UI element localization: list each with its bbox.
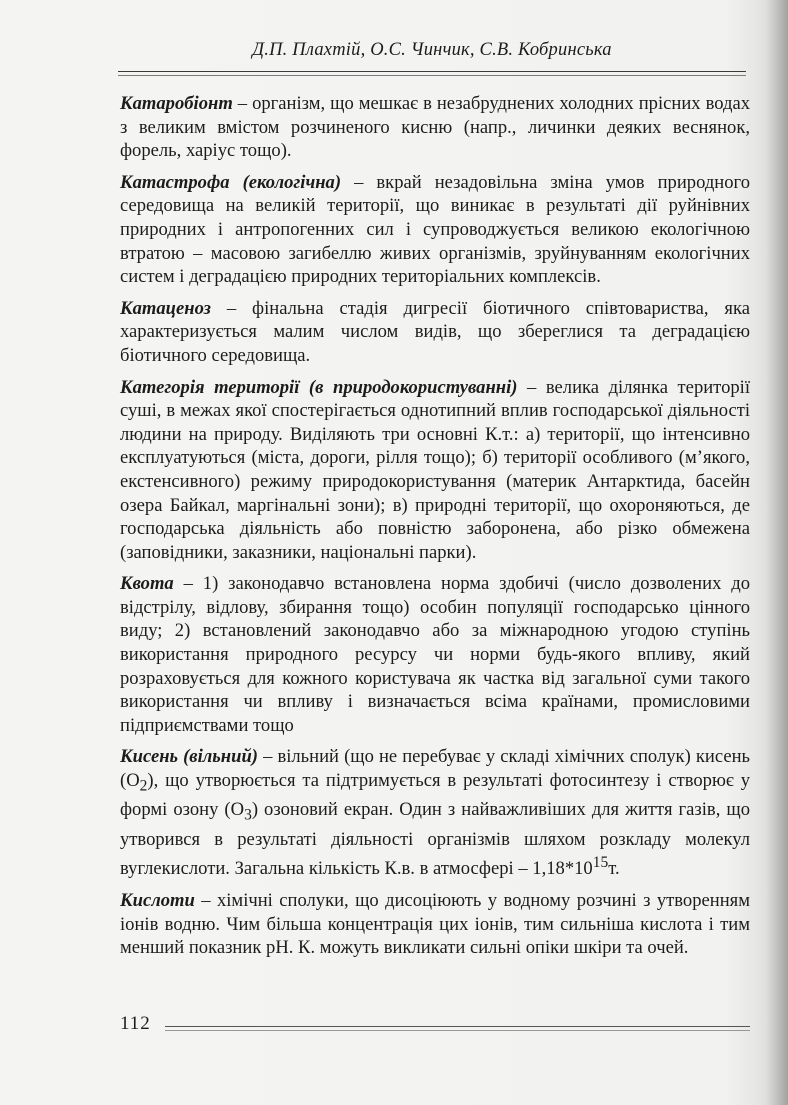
header-rule-thin — [118, 75, 746, 76]
term: Кислоти — [120, 890, 195, 912]
term: Катаробіонт — [120, 93, 233, 114]
entry-katastrofa — [120, 171, 750, 289]
glossary-content — [120, 92, 750, 968]
definition: – велика ділянка території суші, в межах якої спостерігається однотипний вплив господарської діяльності людини на природу. Виділяють три основні К.т.: а) території, що інтенсивно експлуатуються (міста, дороги, рілля тощо); б) території особливого (м’якого, екстенсивного) режиму природокористування (материк Антарктида, басейн озера Байкал, маргінальні зони); в) природні території, що охороняються, де господарська діяльність або повністю заборонена, або різко обмежена (заповідники, заказники, національні парки). — [120, 376, 750, 563]
entry-katehoriia-terytorii — [120, 376, 750, 565]
term: Кисень (вільний) — [120, 746, 259, 768]
header-rule — [118, 71, 746, 72]
definition: – організм, що мешкає в незабруднених холодних прісних водах з великим вмістом розчиненого кисню (напр., личинки деяких веснянок, форель, харіус тощо). — [120, 93, 750, 162]
page-edge-shadow — [766, 0, 788, 1105]
term: Квота — [120, 573, 174, 595]
entry-katatsenoz — [120, 297, 750, 368]
term: Катаценоз — [120, 297, 211, 319]
subscript: 2 — [139, 777, 148, 795]
definition-part: ), що утворюється та підтримується в результаті фотосинтезу і створює у формі озону (O — [120, 770, 750, 821]
definition-part: ) озоновий екран. Один з найважливіших для життя газів, що утворився в результаті діяльності організмів шляхом розкладу молекул вуглекислоти. Загальна кількість К.в. в атмосфері – 1,18*10 — [120, 799, 750, 880]
subscript: 3 — [244, 807, 252, 825]
superscript: 15 — [592, 854, 609, 872]
entry-katarobiont — [120, 92, 750, 163]
page-number: 112 — [120, 1013, 151, 1034]
definition: – вкрай незадовільна зміна умов природного середовища на великій території, що виникає в результаті дії руйнівних природних і антропогенних сил і супроводжується великою екологічною втратою – масовою загибеллю живих організмів, зруйнуванням екологічних систем і деградацією природних територіальних комплексів. — [120, 171, 750, 288]
entry-kysen — [120, 745, 750, 881]
footer-rule-thin — [165, 1030, 750, 1031]
running-header: Д.П. Плахтій, О.С. Чинчик, С.В. Кобринська — [252, 40, 612, 60]
definition-part: т. — [608, 858, 620, 880]
term: Катастрофа (екологічна) — [120, 171, 342, 193]
definition-part: – вільний (що не перебуває у складі хімічних сполук) кисень (O — [120, 746, 750, 792]
term: Категорія території (в природокористуванні) — [120, 376, 518, 398]
entry-kvota — [120, 572, 750, 737]
definition: – 1) законодавчо встановлена норма здобичі (число дозволених до відстрілу, відлову, збирання тощо) особин популяції господарсько цінного виду; 2) встановлений законодавчо або за міжнародною угодою ступінь використання природного ресурсу чи норми будь-якого впливу, який розраховується для кожного користувача як частка від загальної суми такого використання чи впливу і визначається всіма країнами, промисловими підприємствами тощо — [120, 573, 750, 736]
entry-kysloty — [120, 889, 750, 960]
footer-rule — [165, 1026, 750, 1027]
definition: – хімічні сполуки, що дисоціюють у водному розчині з утворенням іонів водню. Чим більша концентрація цих іонів, тим сильніша кислота і тим менший показник pH. К. можуть викликати сильні опіки шкіри та очей. — [120, 890, 750, 959]
definition: – фінальна стадія дигресії біотичного співтовариства, яка характеризується малим числом видів, що збереглися та деградацією біотичного середовища. — [120, 297, 750, 366]
